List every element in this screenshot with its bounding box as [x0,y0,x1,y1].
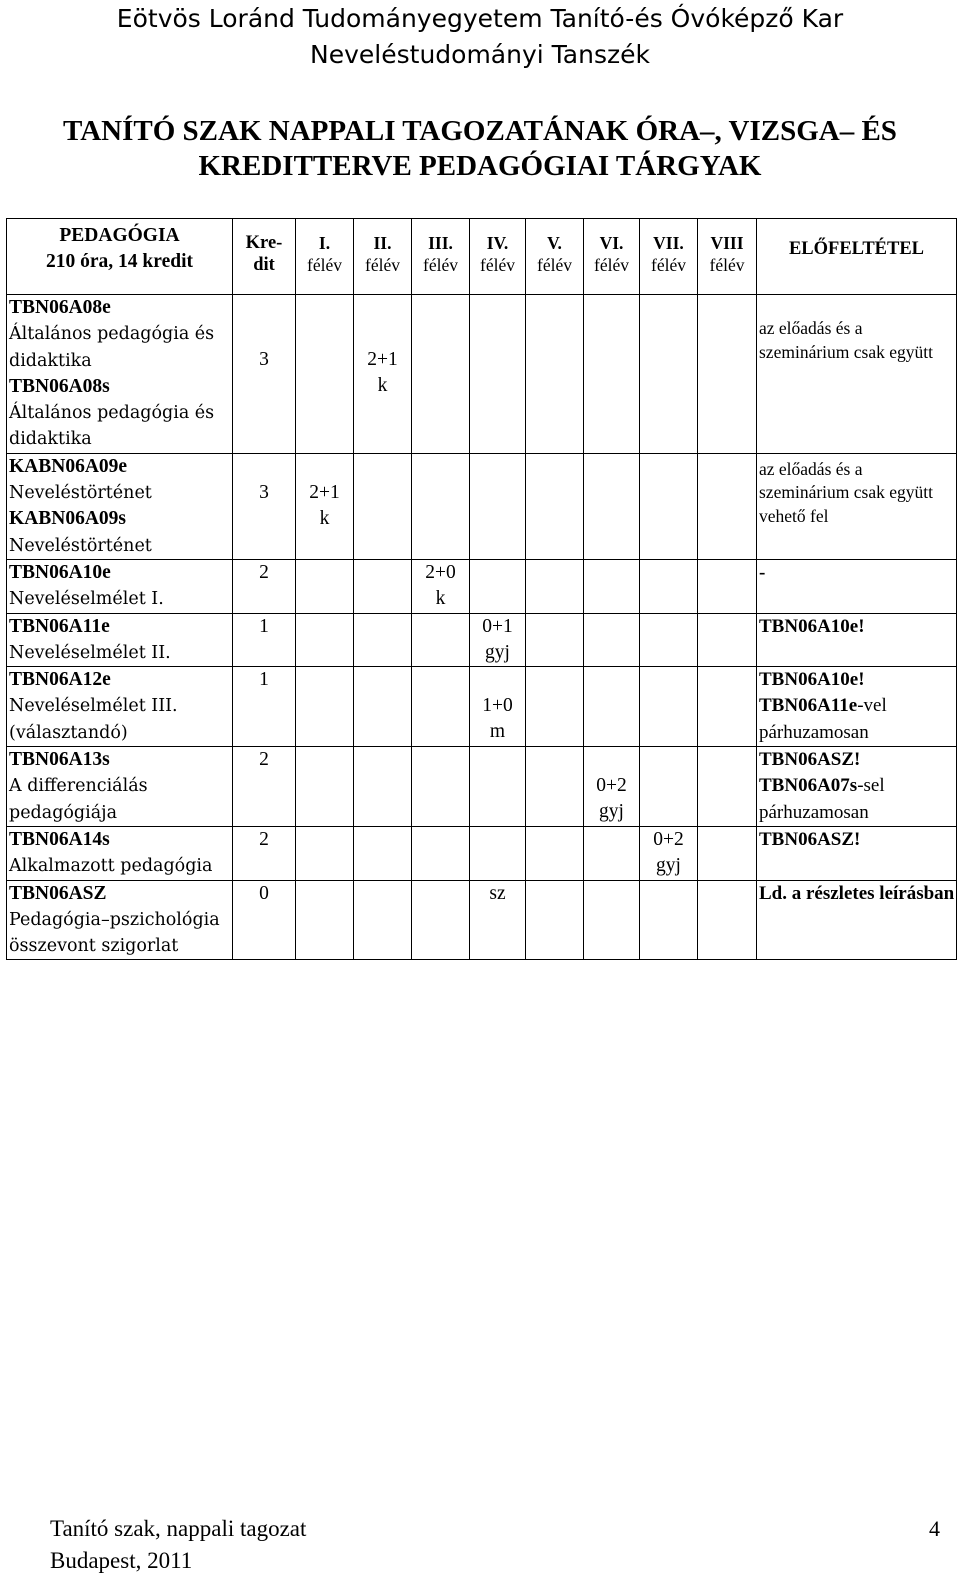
subject-name: Neveléselmélet II. [9,642,171,663]
semester-cell [584,295,640,454]
subject-name: Neveléstörténet [9,483,152,504]
subject-name: Általános pedagógia és didaktika [9,324,215,371]
semester-cell [412,453,470,559]
semester-cell: 0+1 gyj [470,613,526,667]
semester-cell [354,559,412,613]
semester-cell [412,295,470,454]
footer-line2: Budapest, 2011 [50,1548,193,1573]
subject-cell [7,667,233,747]
subject-code: TBN06A08e [9,297,111,318]
semester-cell [584,559,640,613]
semester-cell [584,667,640,747]
subject-header: PEDAGÓGIA 210 óra, 14 kredit [7,219,233,295]
semester-cell [640,559,698,613]
prerequisite-cell: - [757,559,957,613]
semester-cell [698,295,757,454]
semester-cell [470,747,526,827]
semester-cell [526,613,584,667]
semester-header-1: I. félév [296,219,354,295]
credit-cell: 3 [233,295,296,454]
subject-code: TBN06A11e [9,615,110,637]
semester-cell [640,295,698,454]
credit-cell: 1 [233,667,296,747]
table-row [7,559,957,613]
semester-cell: 0+2 gyj [584,747,640,827]
page-number: 4 [929,1516,940,1541]
semester-header-4: IV. félév [470,219,526,295]
prerequisite-header: ELŐFELTÉTEL [757,219,957,295]
semester-cell [354,613,412,667]
subject-code: TBN06A13s [9,749,110,771]
semester-cell [640,453,698,559]
semester-cell [470,295,526,454]
semester-cell: sz [470,880,526,960]
semester-header-8: VIII félév [698,219,757,295]
subject-code: TBN06ASZ [9,882,107,904]
semester-cell [698,826,757,880]
document-title-line1: TANÍTÓ SZAK NAPPALI TAGOZATÁNAK ÓRA–, VIZSGA– ÉS [63,115,897,147]
table-row [7,747,957,827]
subject-cell [7,453,233,559]
semester-cell [698,880,757,960]
table-row [7,453,957,559]
semester-cell [412,613,470,667]
subject-cell [7,295,233,454]
prerequisite-cell: TBN06A10e! TBN06A11e-vel párhuzamosan [757,667,957,747]
semester-header-5: V. félév [526,219,584,295]
semester-cell [526,453,584,559]
semester-cell [296,826,354,880]
semester-cell: 2+1 k [296,453,354,559]
credit-cell: 2 [233,559,296,613]
semester-cell [354,826,412,880]
semester-cell [526,880,584,960]
semester-cell [698,747,757,827]
subject-code: KABN06A09e [9,455,128,477]
subject-name: Neveléstörténet [9,535,152,556]
semester-cell [470,826,526,880]
subject-code: TBN06A12e [9,669,111,691]
semester-cell: 2+0 k [412,559,470,613]
subject-name: Alkalmazott pedagógia [9,856,213,877]
semester-cell [470,453,526,559]
subject-code: TBN06A14s [9,828,110,850]
curriculum-table [6,218,957,960]
prerequisite-cell: TBN06A10e! [757,613,957,667]
semester-cell [640,880,698,960]
semester-cell [640,747,698,827]
semester-cell [698,453,757,559]
semester-cell: 0+2 gyj [640,826,698,880]
credit-cell: 2 [233,747,296,827]
prerequisite-cell: TBN06ASZ! [757,826,957,880]
semester-cell [526,747,584,827]
subject-cell [7,826,233,880]
semester-cell [698,559,757,613]
credit-header: Kre- dit [233,219,296,295]
subject-name: Általános pedagógia és didaktika [9,403,215,450]
subject-name: Neveléselmélet I. [9,589,164,610]
credit-cell: 3 [233,453,296,559]
prerequisite-cell: Ld. a részletes leírásban [757,880,957,960]
credit-cell: 1 [233,613,296,667]
semester-cell [354,453,412,559]
semester-cell [354,667,412,747]
semester-cell [698,613,757,667]
semester-cell [296,667,354,747]
semester-cell [412,880,470,960]
semester-cell [412,667,470,747]
table-row [7,613,957,667]
table-row [7,826,957,880]
subject-cell [7,613,233,667]
credit-cell: 0 [233,880,296,960]
subject-name: A differenciálás pedagógiája [9,776,148,823]
semester-cell [412,747,470,827]
semester-cell [526,826,584,880]
semester-cell [354,747,412,827]
subject-code: KABN06A09s [9,508,127,530]
subject-code: TBN06A10e [9,561,111,583]
document-title-line2: KREDITTERVE PEDAGÓGIAI TÁRGYAK [198,150,762,182]
credit-cell: 2 [233,826,296,880]
prerequisite-cell: az előadás és a szeminárium csak együtt vehető fel [757,453,957,559]
semester-cell [526,295,584,454]
semester-header-7: VII. félév [640,219,698,295]
footer-line1: Tanító szak, nappali tagozat [50,1516,307,1541]
subject-cell [7,559,233,613]
table-row [7,295,957,454]
semester-cell: 1+0 m [470,667,526,747]
semester-cell [526,667,584,747]
subject-cell [7,747,233,827]
semester-cell [698,667,757,747]
table-row [7,880,957,960]
semester-cell [354,880,412,960]
semester-cell [296,880,354,960]
semester-header-3: III. félév [412,219,470,295]
semester-cell [640,613,698,667]
prerequisite-cell: TBN06ASZ! TBN06A07s-sel párhuzamosan [757,747,957,827]
table-row [7,667,957,747]
semester-header-6: VI. félév [584,219,640,295]
subject-name: Neveléselmélet III. (választandó) [9,696,178,743]
department-name: Neveléstudományi Tanszék [310,40,650,69]
institution-name: Eötvös Loránd Tudományegyetem Tanító-és Óvóképző Kar [116,4,844,33]
subject-code: TBN06A08s [9,375,110,397]
semester-cell [640,667,698,747]
semester-cell [296,295,354,454]
semester-cell [584,826,640,880]
semester-cell [470,559,526,613]
semester-cell [584,880,640,960]
semester-header-2: II. félév [354,219,412,295]
table-header-row [7,219,957,295]
semester-cell [296,559,354,613]
semester-cell [526,559,584,613]
subject-name: Pedagógia–pszichológia összevont szigorlat [9,909,220,957]
semester-cell: 2+1 k [354,295,412,454]
semester-cell [584,453,640,559]
semester-cell [412,826,470,880]
semester-cell [584,613,640,667]
semester-cell [296,613,354,667]
prerequisite-cell: az előadás és a szeminárium csak együtt [757,295,957,454]
semester-cell [296,747,354,827]
subject-cell [7,880,233,960]
